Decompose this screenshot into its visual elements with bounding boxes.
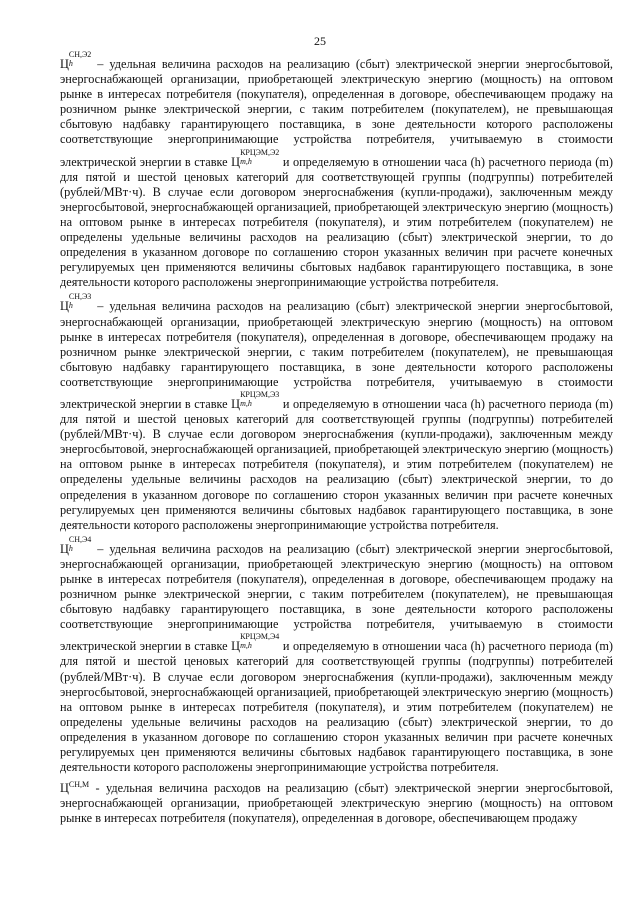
symbol-indices (69, 50, 91, 68)
formula-symbol (60, 534, 92, 556)
inline-symbol-indices (240, 632, 279, 650)
definition-text: - удельная величина расходов на реализацию (сбыт) электрической энергии энергосбытовой, энергоснабжающей организации, приобретающей электрическую энергию (мощность) на оптовом рынке в интересах потребителя (покупателя), определенная в договоре, обеспечивающем продажу (60, 781, 613, 826)
symbol-superscript: СН,М (68, 780, 90, 790)
symbol-subscript: h (68, 301, 73, 311)
inline-symbol-base: Ц (231, 154, 241, 169)
definition-paragraph (60, 292, 613, 532)
inline-symbol-indices (240, 390, 279, 408)
definition-text: – удельная величина расходов на реализацию (сбыт) электрической энергии энергосбытовой, энергоснабжающей организации, приобретающей электрическую энергию (мощность) на оптовом рынке в интересах потребителя (покупателя), определенная в договоре, обеспечивающем продажу на розничном рынке электрической энергии, с таким потребителем (покупателем), не превышающая сбытовую надбавку гарантирующего поставщика, в зоне деятельности которого расположены соответствующие энергопринимающие устройства потребителя, учитываемую в стоимости электрической энергии в ставке (60, 57, 613, 169)
symbol-subscript: h (68, 59, 73, 68)
symbol-indices (69, 292, 91, 310)
inline-symbol-subscript: m,h (240, 398, 252, 408)
inline-symbol-base: Ц (231, 639, 241, 654)
definition-paragraph (60, 535, 613, 775)
symbol-superscript: СН,Э3 (68, 292, 92, 302)
symbol-superscript: СН,Э4 (68, 534, 92, 544)
definition-text: – удельная величина расходов на реализацию (сбыт) электрической энергии энергосбытовой, энергоснабжающей организации, приобретающей электрическую энергию (мощность) на оптовом рынке в интересах потребителя (покупателя), определенная в договоре, обеспечивающем продажу на розничном рынке электрической энергии, с таким потребителем (покупателем), не превышающая сбытовую надбавку гарантирующего поставщика, в зоне деятельности которого расположены соответствующие энергопринимающие устройства потребителя, учитываемую в стоимости электрической энергии в ставке (60, 299, 613, 411)
symbol-superscript: СН,Э2 (68, 50, 92, 59)
inline-symbol-indices (240, 148, 279, 166)
inline-symbol-superscript: КРЦЭМ,Э2 (240, 147, 280, 157)
symbol-base: Ц (60, 541, 69, 556)
page-number: 25 (314, 34, 326, 48)
definition-paragraph (60, 50, 613, 290)
definition-text: – удельная величина расходов на реализацию (сбыт) электрической энергии энергосбытовой, энергоснабжающей организации, приобретающей электрическую энергию (мощность) на оптовом рынке в интересах потребителя (покупателя), определенная в договоре, обеспечивающем продажу на розничном рынке электрической энергии, с таким потребителем (покупателем), не превышающая сбытовую надбавку гарантирующего поставщика, в зоне деятельности которого расположены соответствующие энергопринимающие устройства потребителя, учитываемую в стоимости электрической энергии в ставке (60, 541, 613, 654)
formula-symbol (60, 50, 92, 71)
inline-symbol-subscript: m,h (240, 156, 252, 166)
inline-symbol-superscript: КРЦЭМ,Э4 (240, 632, 280, 642)
formula-symbol (60, 292, 92, 314)
inline-formula-symbol (231, 147, 280, 169)
symbol-subscript: h (68, 543, 73, 553)
definition-text-continued: и определяемую в отношении часа (h) расчетного периода (m) для пятой и шестой ценовых категорий для соответствующей группы (подгруппы) потребителей (рублей/МВт·ч). В случае если договором энергоснабжения (купли-продажи), заключенным между энергосбытовой, энергоснабжающей организацией, приобретающей электрическую энергию (мощность) на оптовом рынке в интересах потребителя (покупателя), и этим потребителем (покупателем) не определены удельные величины расходов на реализацию (сбыт) электрической энергии, то до определения в указанном договоре по соглашению сторон указанных величин при расчете конечных регулируемых цен применяются величины сбытовых надбавок гарантирующего поставщика, в зоне деятельности которого расположены энергопринимающие устройства потребителя. (60, 396, 614, 532)
document-body (60, 50, 613, 829)
inline-symbol-base: Ц (231, 396, 241, 411)
symbol-indices (69, 535, 91, 553)
inline-symbol-superscript: КРЦЭМ,Э3 (240, 389, 280, 399)
definition-paragraph (60, 777, 613, 826)
formula-symbol (60, 781, 89, 795)
inline-symbol-subscript: m,h (240, 641, 252, 651)
inline-formula-symbol (231, 632, 280, 654)
symbol-base: Ц (60, 299, 69, 314)
symbol-base: Ц (60, 781, 69, 796)
definition-text-continued: и определяемую в отношении часа (h) расчетного периода (m) для пятой и шестой ценовых категорий для соответствующей группы (подгруппы) потребителей (рублей/МВт·ч). В случае если договором энергоснабжения (купли-продажи), заключенным между энергосбытовой, энергоснабжающей организацией, приобретающей электрическую энергию (мощность) на оптовом рынке в интересах потребителя (покупателя), и этим потребителем (покупателем) не определены удельные величины расходов на реализацию (сбыт) электрической энергии, то до определения в указанном договоре по соглашению сторон указанных величин при расчете конечных регулируемых цен применяются величины сбытовых надбавок гарантирующего поставщика, в зоне деятельности которого расположены энергопринимающие устройства потребителя. (60, 154, 614, 290)
inline-formula-symbol (231, 389, 280, 411)
definition-text-continued: и определяемую в отношении часа (h) расчетного периода (m) для пятой и шестой ценовых категорий для соответствующей группы (подгруппы) потребителей (рублей/МВт·ч). В случае если договором энергоснабжения (купли-продажи), заключенным между энергосбытовой, энергоснабжающей организацией, приобретающей электрическую энергию (мощность) на оптовом рынке в интересах потребителя (покупателя), и этим потребителем (покупателем) не определены удельные величины расходов на реализацию (сбыт) электрической энергии, то до определения в указанном договоре по соглашению сторон указанных величин при расчете конечных регулируемых цен применяются величины сбытовых надбавок гарантирующего поставщика, в зоне деятельности которого расположены энергопринимающие устройства потребителя. (60, 639, 614, 775)
symbol-base: Ц (60, 57, 69, 71)
